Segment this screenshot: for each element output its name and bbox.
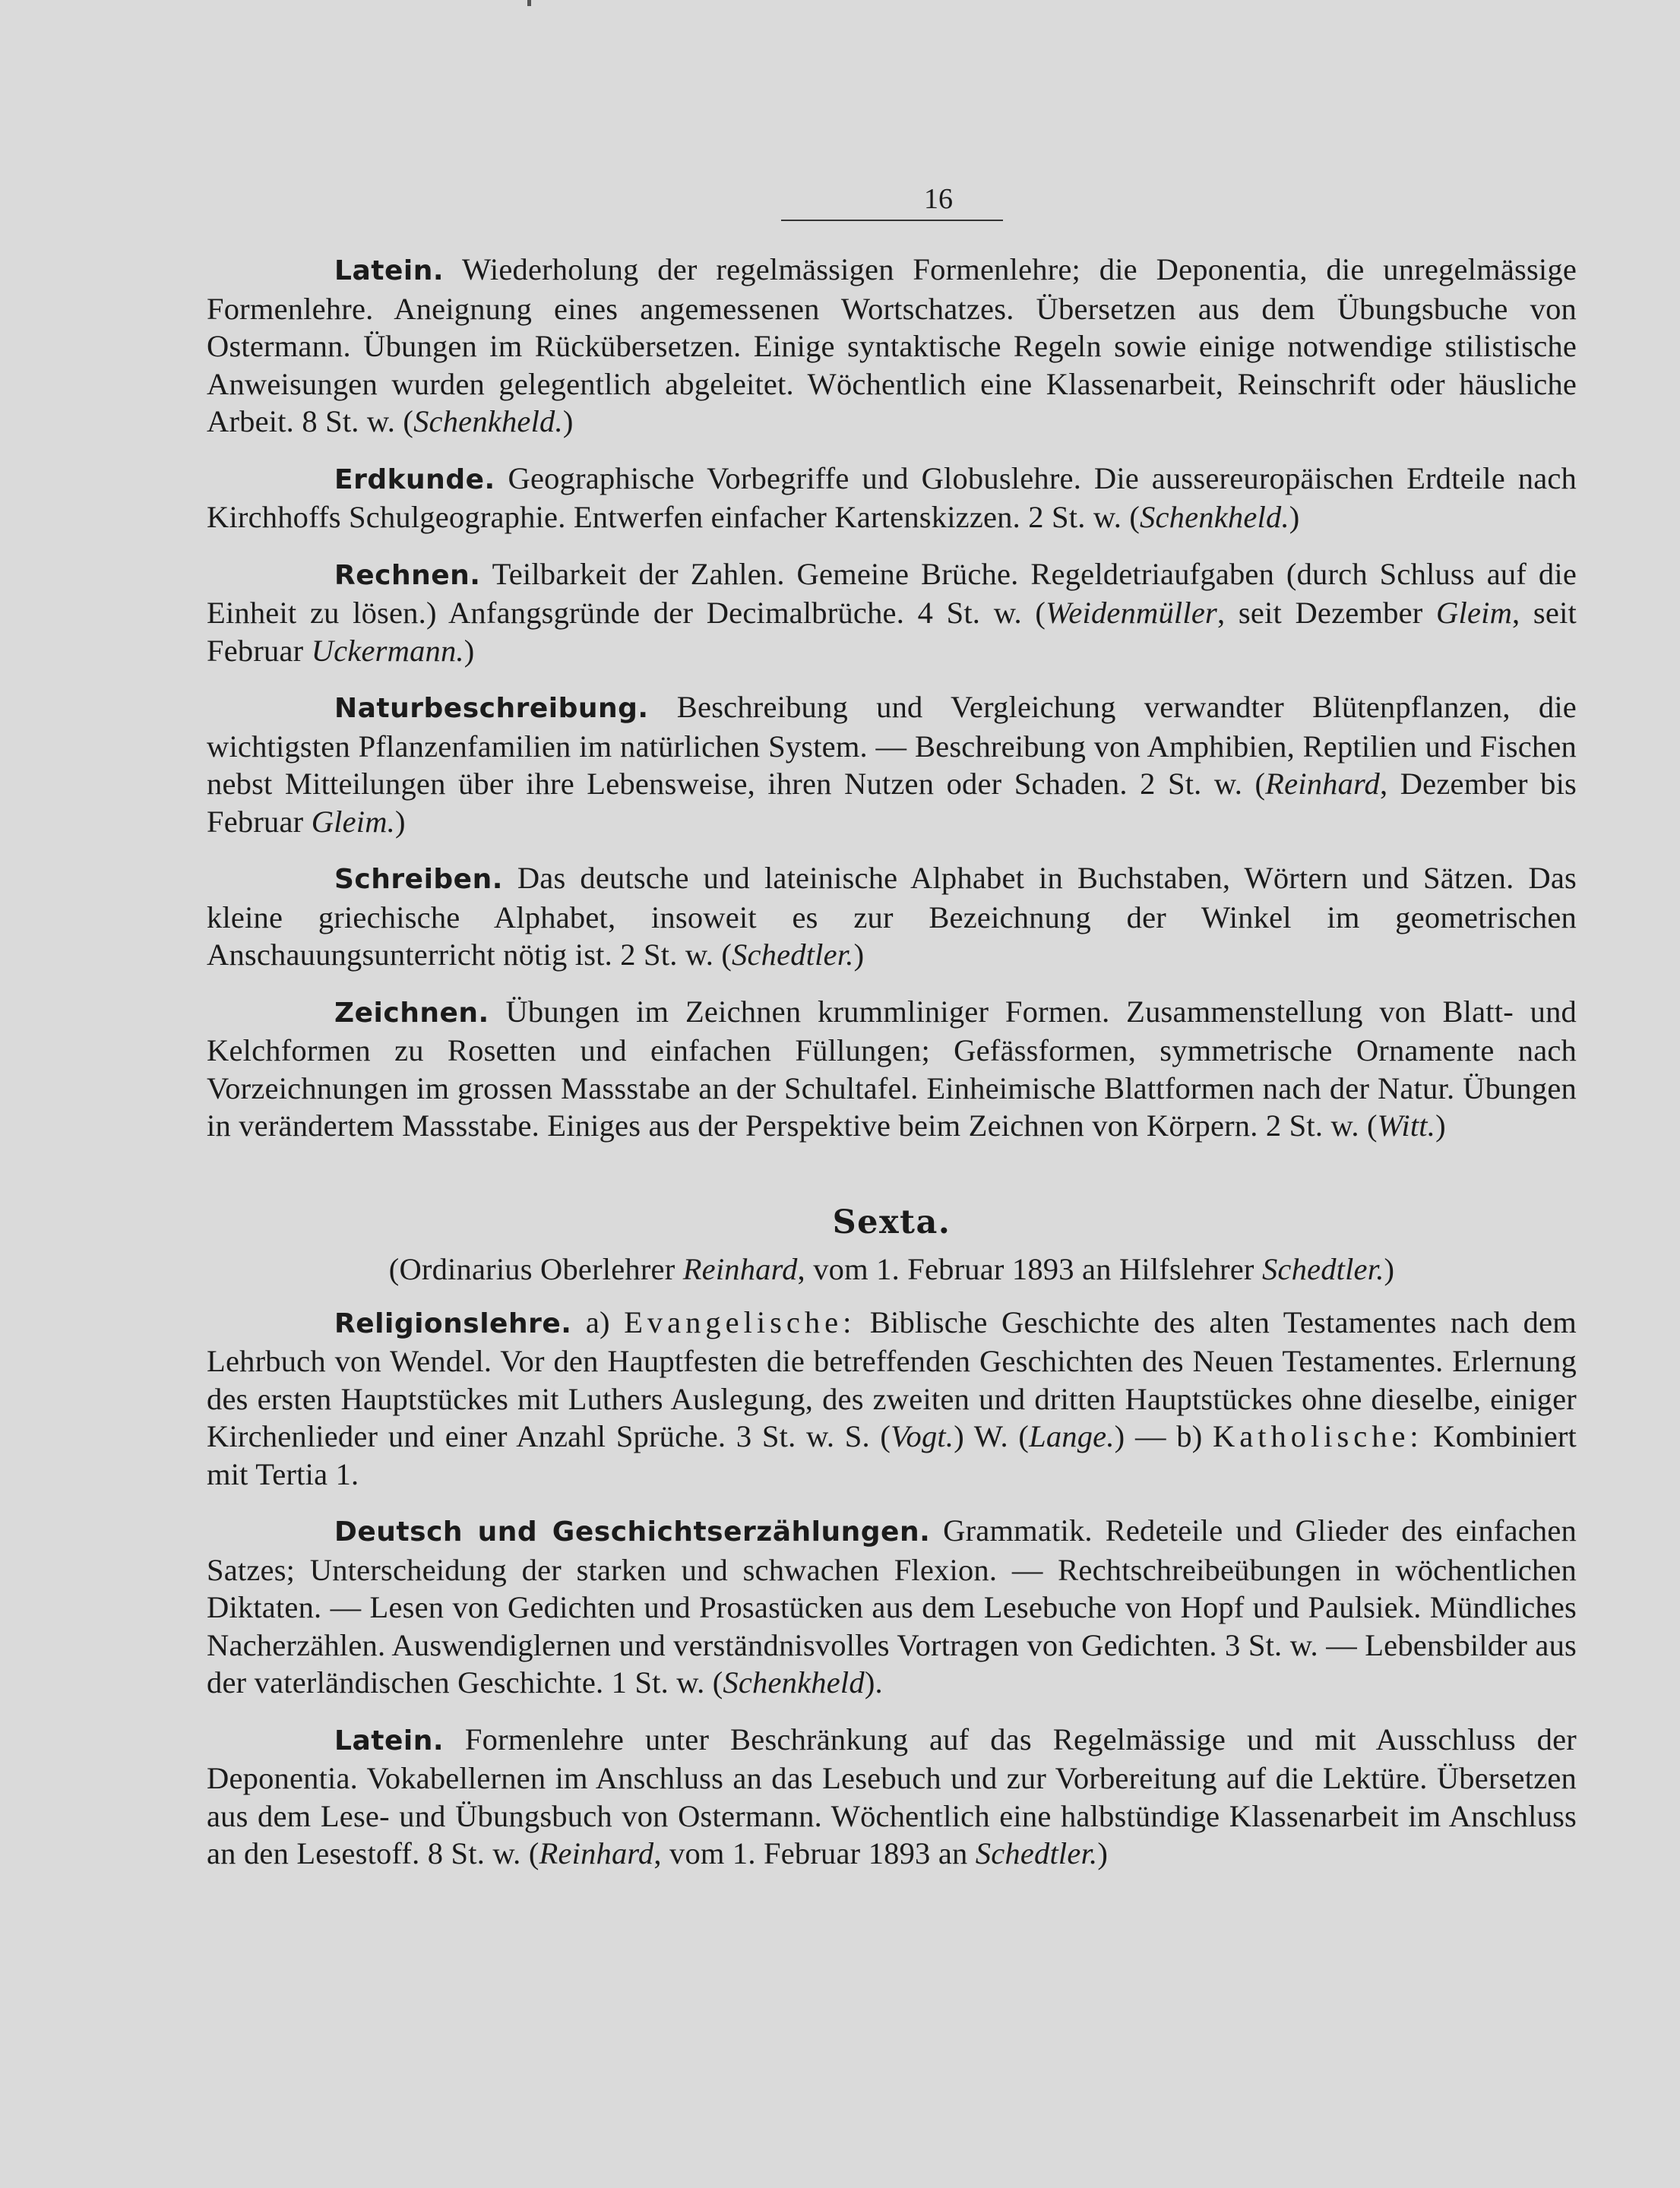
paragraph-text: Teilbarkeit der Zahlen. Gemeine Brüche. Regeldetriaufgaben (durch Schluss auf die Einheit zu lösen.) Anfangsgründe der Decimalbrüche. 4 St. w. ( xyxy=(207,556,1577,630)
teacher-name: Schedtler. xyxy=(975,1836,1098,1870)
subject-heading: Schreiben. xyxy=(334,864,503,895)
page-content xyxy=(207,251,1577,1892)
subject-heading: Zeichnen. xyxy=(334,997,489,1029)
confession-label: Evangelische: xyxy=(624,1304,856,1339)
subject-heading: Rechnen. xyxy=(334,559,481,591)
subject-heading: Deutsch und Geschichtserzählungen. xyxy=(334,1516,931,1548)
subject-heading: Latein. xyxy=(334,1725,445,1756)
ordinarius-line xyxy=(207,1251,1577,1288)
teacher-name: Weidenmüller xyxy=(1046,596,1217,630)
section-title: Sexta. xyxy=(832,1203,951,1241)
confession-label: Katholische: xyxy=(1212,1419,1423,1453)
subject-paragraph xyxy=(207,555,1577,670)
paragraph-text: Wiederholung der regelmässigen Formenlehre; die Deponentia, die unregelmässige Formenlehre. Aneignung eines angemessenen Wortschatzes. Übersetzen aus dem Übungsbuche von Ostermann. Übungen im Rückübersetzen. Einige syntaktische Regeln sowie einige notwendige stilistische Anweisungen wurden gelegentlich abgeleitet. Wöchentlich eine Klassenarbeit, Reinschrift oder häusliche Arbeit. 8 St. w. ( xyxy=(207,252,1577,438)
subject-paragraph xyxy=(207,1721,1577,1873)
teacher-name: Schedtler. xyxy=(1261,1252,1384,1286)
teacher-name: Gleim xyxy=(1436,596,1513,630)
subject-paragraph xyxy=(207,688,1577,840)
paragraph-text: Kombiniert mit Tertia 1. xyxy=(207,1419,1577,1491)
paragraph-text: ). xyxy=(864,1665,883,1699)
paragraph-text: , seit Februar xyxy=(207,596,1577,668)
paragraph-text: Das deutsche und lateinische Alphabet in Buchstaben, Wörtern und Sätzen. Das kleine griechische Alphabet, insoweit es zur Bezeichnung der Winkel im geometrischen Anschauungsunterricht nötig ist. 2 St. w. ( xyxy=(207,861,1577,972)
teacher-name: Vogt. xyxy=(891,1419,954,1453)
paragraph-text: ) xyxy=(853,937,865,972)
subject-paragraph xyxy=(207,251,1577,441)
subject-heading: Religionslehre. xyxy=(334,1307,572,1339)
subject-paragraph xyxy=(207,1304,1577,1494)
subject-paragraph xyxy=(207,1512,1577,1702)
teacher-name: Uckermann. xyxy=(311,633,464,668)
paragraph-text: ) — b) xyxy=(1114,1419,1213,1453)
teacher-name: Reinhard xyxy=(1265,767,1380,801)
paragraph-text: , Dezember bis Februar xyxy=(207,767,1577,839)
paragraph-text: ) xyxy=(1289,500,1300,534)
paragraph-text: ) xyxy=(562,404,574,438)
paragraph-text: a) xyxy=(571,1304,625,1339)
page-number: 16 xyxy=(924,183,953,215)
subject-heading: Erdkunde. xyxy=(334,463,495,495)
paragraph-text: , vom 1. Februar 1893 an Hilfslehrer xyxy=(797,1252,1262,1286)
subject-list-bottom xyxy=(207,1304,1577,1873)
subject-heading: Naturbeschreibung. xyxy=(334,693,649,724)
subject-paragraph xyxy=(207,993,1577,1145)
paragraph-text: , seit Dezember xyxy=(1216,596,1437,630)
paragraph-text: ) W. ( xyxy=(954,1419,1030,1453)
teacher-name: Reinhard xyxy=(682,1252,798,1286)
paragraph-text: ) xyxy=(1384,1252,1395,1286)
paragraph-text: Biblische Geschichte des alten Testamentes nach dem Lehrbuch von Wendel. Vor den Hauptfesten die betreffenden Geschichten des Neuen Testamentes. Erlernung des ersten Hauptstückes mit Luthers Auslegung, des zweiten und dritten Hauptstückes ohne dieselbe, einiger Kirchenlieder und einer Anzahl Sprüche. 3 St. w. S. ( xyxy=(207,1304,1577,1453)
teacher-name: Gleim. xyxy=(311,804,395,839)
teacher-name: Schenkheld. xyxy=(413,404,563,438)
paragraph-text: Beschreibung und Vergleichung verwandter Blütenpflanzen, die wichtigsten Pflanzenfamilien im natürlichen System. — Beschreibung von Amphibien, Reptilien und Fischen nebst Mitteilungen über ihre Lebensweise, ihren Nutzen oder Schaden. 2 St. w. ( xyxy=(207,690,1577,801)
subject-paragraph xyxy=(207,859,1577,974)
paragraph-text: (Ordinarius Oberlehrer xyxy=(388,1252,683,1286)
paragraph-text: ) xyxy=(464,633,475,668)
page-number-rule xyxy=(781,220,1003,221)
subject-paragraph xyxy=(207,460,1577,536)
teacher-name: Witt. xyxy=(1377,1108,1436,1143)
paragraph-text: ) xyxy=(395,804,406,839)
paragraph-text: Formenlehre unter Beschränkung auf das Regelmässige und mit Ausschluss der Deponentia. Vokabellernen im Anschluss an das Lesebuch und zur Vorbereitung auf die Lektüre. Übersetzen aus dem Lese- und Übungsbuch von Ostermann. Wöchentlich eine halbstündige Klassenarbeit im Anschluss an den Lesestoff. 8 St. w. ( xyxy=(207,1722,1577,1870)
teacher-name: Schedtler. xyxy=(732,937,854,972)
paragraph-text: Übungen im Zeichnen krummliniger Formen. Zusammenstellung von Blatt- und Kelchformen zu Rosetten und einfachen Füllungen; Gefässformen, symmetrische Ornamente nach Vorzeichnungen im grossen Massstabe an der Schultafel. Einheimische Blattformen nach der Natur. Übungen in verändertem Massstabe. Einiges aus der Perspektive beim Zeichnen von Körpern. 2 St. w. ( xyxy=(207,994,1577,1143)
teacher-name: Reinhard xyxy=(539,1836,654,1870)
subject-heading: Latein. xyxy=(334,255,445,286)
paragraph-text: ) xyxy=(1097,1836,1109,1870)
scan-speck xyxy=(527,0,531,6)
paragraph-text: , vom 1. Februar 1893 an xyxy=(653,1836,976,1870)
teacher-name: Schenkheld xyxy=(723,1665,865,1699)
teacher-name: Schenkheld. xyxy=(1140,500,1289,534)
teacher-name: Lange. xyxy=(1029,1419,1115,1453)
paragraph-text: Geographische Vorbegriffe und Globuslehre. Die aussereuropäischen Erdteile nach Kirchhoffs Schulgeographie. Entwerfen einfacher Kartenskizzen. 2 St. w. ( xyxy=(207,460,1577,534)
subject-list-top xyxy=(207,251,1577,1145)
paragraph-text: ) xyxy=(1435,1108,1446,1143)
paragraph-text: Grammatik. Redeteile und Glieder des einfachen Satzes; Unterscheidung der starken und schwachen Flexion. — Rechtschreibeübungen in wöchentlichen Diktaten. — Lesen von Gedichten und Prosastücken aus dem Lesebuche von Hopf und Paulsiek. Mündliches Nacherzählen. Auswendiglernen und verständnisvolles Vortragen von Gedichten. 3 St. w. — Lebensbilder aus der vaterländischen Geschichte. 1 St. w. ( xyxy=(207,1513,1577,1699)
